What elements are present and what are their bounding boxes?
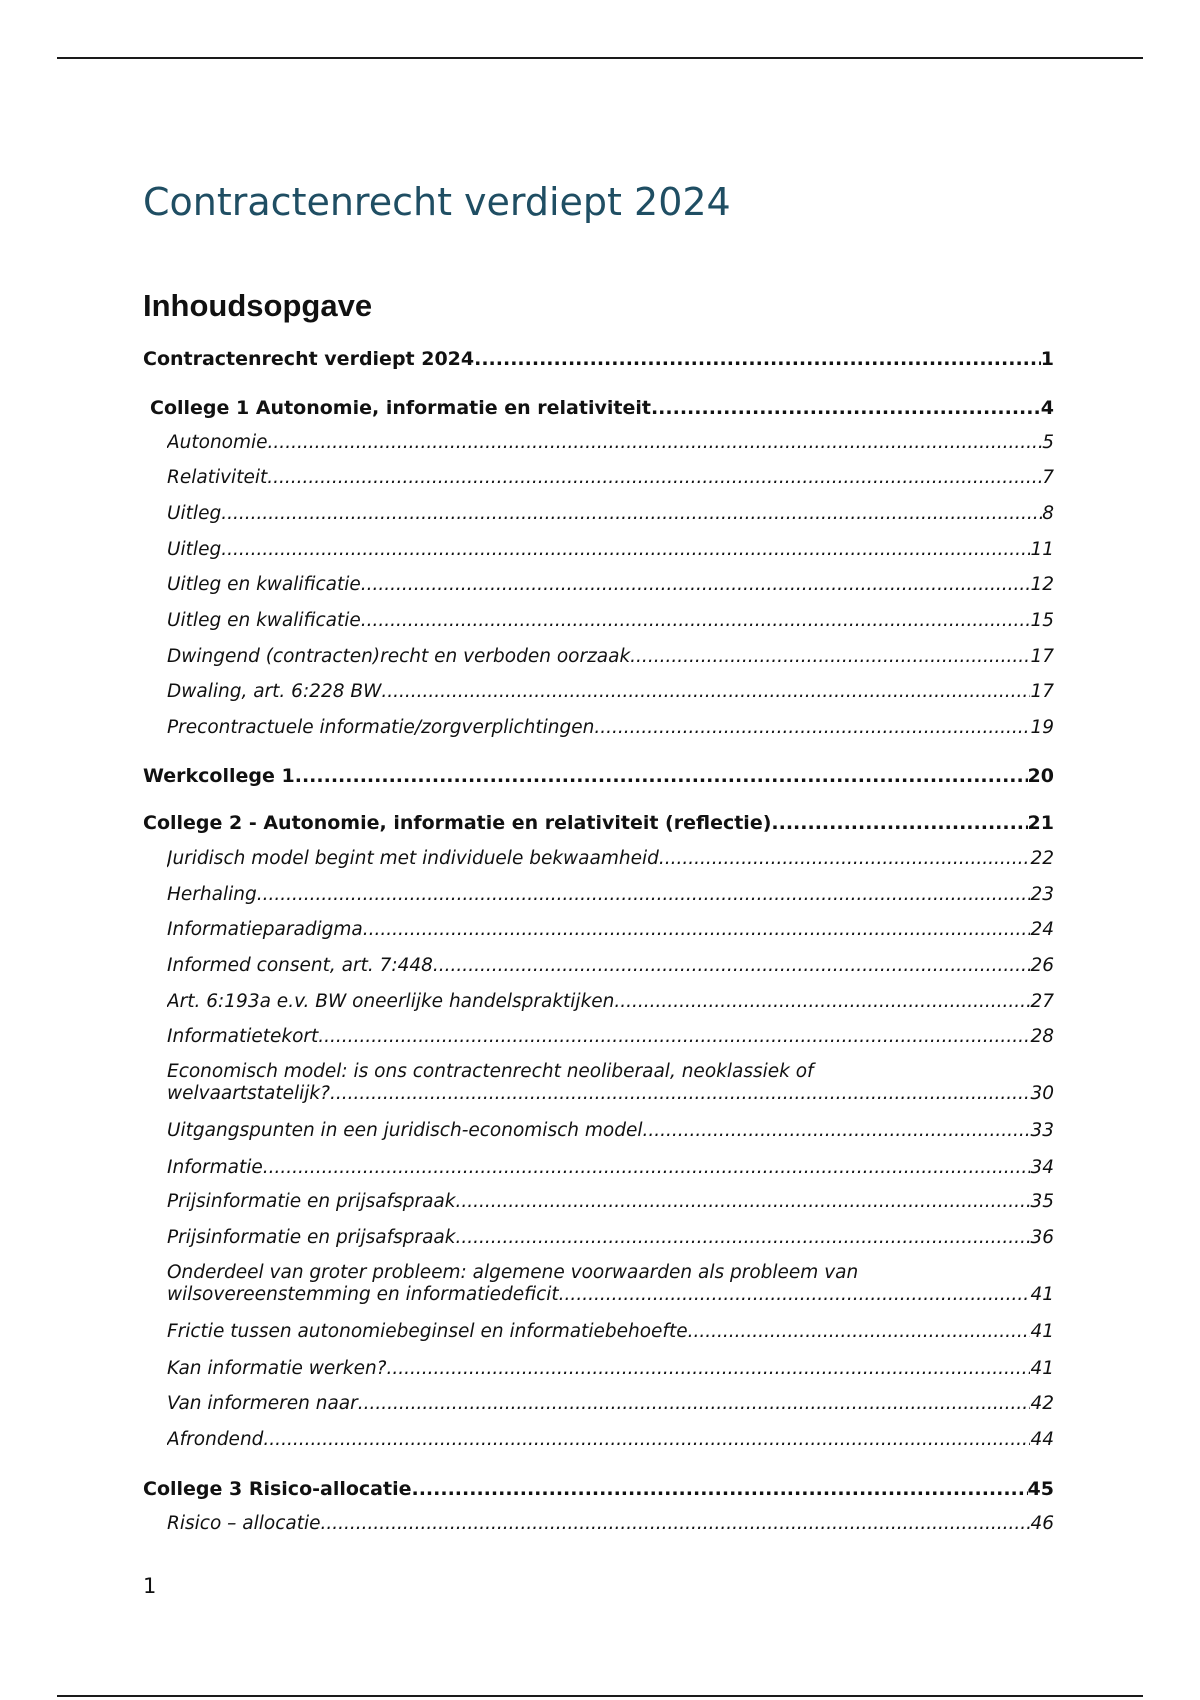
toc-entry[interactable] (167, 990, 1054, 1014)
toc-entry-page: 15 (1030, 610, 1054, 631)
toc-entry[interactable] (167, 538, 1054, 562)
toc-entry-page: 11 (1030, 539, 1054, 560)
toc-entry[interactable] (167, 1320, 1054, 1344)
toc-entry[interactable] (143, 347, 1054, 371)
dot-leader (559, 1284, 1031, 1306)
dot-leader (267, 466, 1042, 490)
toc-entry-label: Risico – allocatie (167, 1513, 321, 1534)
toc-entry[interactable] (167, 1190, 1054, 1214)
toc-entry-page: 5 (1042, 432, 1054, 453)
toc-entry-label: College 2 - Autonomie, informatie en relativiteit (reflectie) (143, 812, 772, 834)
toc-entry-page: 44 (1030, 1429, 1054, 1450)
toc-entry[interactable] (167, 1226, 1054, 1250)
toc-entry-label: Prijsinformatie en prijsafspraak (167, 1191, 456, 1212)
toc-entry-page: 8 (1042, 503, 1054, 524)
header-rule (57, 57, 1143, 59)
toc-entry-label: College 1 Autonomie, informatie en relativiteit (150, 397, 651, 419)
dot-leader (455, 1226, 1030, 1250)
dot-leader (688, 1320, 1031, 1344)
dot-leader (474, 347, 1041, 371)
toc-entry-label: Contractenrecht verdiept 2024 (143, 348, 475, 370)
toc-entry-page: 34 (1030, 1157, 1054, 1178)
toc-entry-label: College 3 Risico-allocatie (143, 1478, 412, 1500)
dot-leader (361, 573, 1031, 597)
toc-entry[interactable] (167, 1156, 1054, 1180)
toc-entry-page: 22 (1030, 848, 1054, 869)
dot-leader (358, 1392, 1031, 1416)
toc-entry-page: 19 (1030, 717, 1054, 738)
toc-entry[interactable] (167, 466, 1054, 490)
toc-entry-page: 36 (1030, 1227, 1054, 1248)
dot-leader (257, 883, 1031, 907)
toc-entry-label: Uitleg en kwalificatie (167, 610, 361, 631)
toc-entry[interactable] (167, 1357, 1054, 1381)
toc-entry[interactable] (167, 716, 1054, 740)
dot-leader (318, 1025, 1030, 1049)
dot-leader (594, 716, 1030, 740)
dot-leader (361, 609, 1031, 633)
toc-entry-page: 4 (1040, 397, 1054, 419)
toc-entry-label: Herhaling (167, 884, 257, 905)
toc-entry-label: Uitleg en kwalificatie (167, 574, 361, 595)
toc-entry-label: Dwingend (contracten)recht en verboden oorzaak (167, 646, 631, 667)
toc-entry[interactable] (167, 573, 1054, 597)
toc-entry-label: Kan informatie werken? (167, 1358, 387, 1379)
toc-entry-page: 1 (1040, 348, 1054, 370)
toc-entry-label: Informatie (167, 1157, 263, 1178)
dot-leader (330, 1083, 1031, 1105)
dot-leader (433, 954, 1031, 978)
dot-leader (659, 847, 1031, 871)
toc-entry[interactable] (167, 1428, 1054, 1452)
toc-entry-label: Juridisch model begint met individuele bekwaamheid (167, 848, 659, 869)
toc-entry[interactable] (143, 1477, 1054, 1501)
toc-entry-label: Autonomie (167, 432, 268, 453)
dot-leader (263, 1156, 1031, 1180)
dot-leader (642, 1119, 1030, 1143)
toc-entry-label: Uitleg (167, 503, 222, 524)
toc-entry-label: Onderdeel van groter probleem: algemene voorwaarden als probleem van (167, 1262, 859, 1283)
dot-leader (321, 1512, 1031, 1536)
toc-entry-page: 35 (1030, 1191, 1054, 1212)
toc-entry-label: Afrondend (167, 1429, 264, 1450)
dot-leader (771, 811, 1027, 835)
toc-entry-page: 33 (1030, 1120, 1054, 1141)
toc-entry[interactable] (167, 431, 1054, 455)
toc-entry-label: Werkcollege 1 (143, 765, 295, 787)
toc-entry-page: 30 (1030, 1083, 1054, 1104)
toc-entry-label: Informatieparadigma (167, 919, 363, 940)
toc-entry-label: Relativiteit (167, 467, 268, 488)
dot-leader (221, 538, 1030, 562)
dot-leader (387, 1357, 1031, 1381)
toc-entry[interactable] (167, 954, 1054, 978)
toc-entry-page: 12 (1030, 574, 1054, 595)
toc-entry-label-continued: wilsovereenstemming en informatiedeficit (167, 1284, 559, 1305)
dot-leader (614, 990, 1030, 1014)
dot-leader (295, 764, 1028, 788)
toc-entry-page: 41 (1030, 1321, 1054, 1342)
toc-entry-label-continued: welvaartstatelijk? (167, 1083, 330, 1104)
toc-entry[interactable] (167, 883, 1054, 907)
dot-leader (651, 396, 1041, 420)
toc-entry[interactable] (167, 1119, 1054, 1143)
dot-leader (381, 680, 1030, 704)
toc-entry-page: 45 (1027, 1478, 1054, 1500)
toc-entry[interactable] (167, 645, 1054, 669)
toc-entry-page: 28 (1030, 1026, 1054, 1047)
dot-leader (221, 502, 1042, 526)
toc-entry-page: 41 (1030, 1358, 1054, 1379)
footer-rule (57, 1695, 1143, 1697)
toc-entry-page: 26 (1030, 955, 1054, 976)
toc-entry[interactable] (167, 1025, 1054, 1049)
dot-leader (263, 1428, 1030, 1452)
toc-entry[interactable] (167, 680, 1054, 704)
toc-entry[interactable] (167, 1392, 1054, 1416)
toc-entry-page: 46 (1030, 1513, 1054, 1534)
dot-leader (630, 645, 1030, 669)
toc-entry[interactable] (143, 811, 1054, 835)
toc-entry-label: Frictie tussen autonomiebeginsel en informatiebehoefte (167, 1321, 688, 1342)
toc-entry-page: 7 (1042, 467, 1054, 488)
toc-entry-label: Uitgangspunten in een juridisch-economisch model (167, 1120, 643, 1141)
toc-entry-page: 42 (1030, 1393, 1054, 1414)
document-title: Contractenrecht verdiept 2024 (143, 180, 731, 224)
toc-entry[interactable] (167, 1061, 1054, 1105)
toc-entry[interactable] (167, 609, 1054, 633)
toc-entry-label: Prijsinformatie en prijsafspraak (167, 1227, 456, 1248)
toc-entry-page: 41 (1030, 1284, 1054, 1305)
toc-entry-page: 23 (1030, 884, 1054, 905)
toc-entry-page: 27 (1030, 991, 1054, 1012)
dot-leader (268, 431, 1043, 455)
toc-entry-page: 21 (1027, 812, 1054, 834)
toc-entry-label: Dwaling, art. 6:228 BW (167, 681, 382, 702)
toc-entry[interactable] (143, 764, 1054, 788)
toc-entry-label: Art. 6:193a e.v. BW oneerlijke handelspraktijken (167, 991, 615, 1012)
toc-entry[interactable] (167, 1262, 1054, 1306)
toc-entry[interactable] (167, 502, 1054, 526)
toc-entry-label: Precontractuele informatie/zorgverplichtingen (167, 717, 595, 738)
toc-heading: Inhoudsopgave (143, 288, 373, 323)
toc-entry[interactable] (167, 918, 1054, 942)
toc-entry-label: Van informeren naar (167, 1393, 358, 1414)
toc-entry[interactable] (150, 396, 1054, 420)
dot-leader (411, 1477, 1027, 1501)
toc-entry-label: Informed consent, art. 7:448 (167, 955, 433, 976)
toc-entry-page: 17 (1030, 646, 1054, 667)
toc-entry-page: 24 (1030, 919, 1054, 940)
dot-leader (363, 918, 1031, 942)
toc-entry-label: Economisch model: is ons contractenrecht neoliberaal, neoklassiek of (167, 1061, 814, 1082)
page-number: 1 (143, 1574, 157, 1598)
toc-entry-page: 17 (1030, 681, 1054, 702)
toc-entry[interactable] (167, 1512, 1054, 1536)
toc-entry-label: Informatietekort (167, 1026, 319, 1047)
toc-entry[interactable] (167, 847, 1054, 871)
dot-leader (455, 1190, 1030, 1214)
toc-entry-label: Uitleg (167, 539, 222, 560)
toc-entry-page: 20 (1027, 765, 1054, 787)
